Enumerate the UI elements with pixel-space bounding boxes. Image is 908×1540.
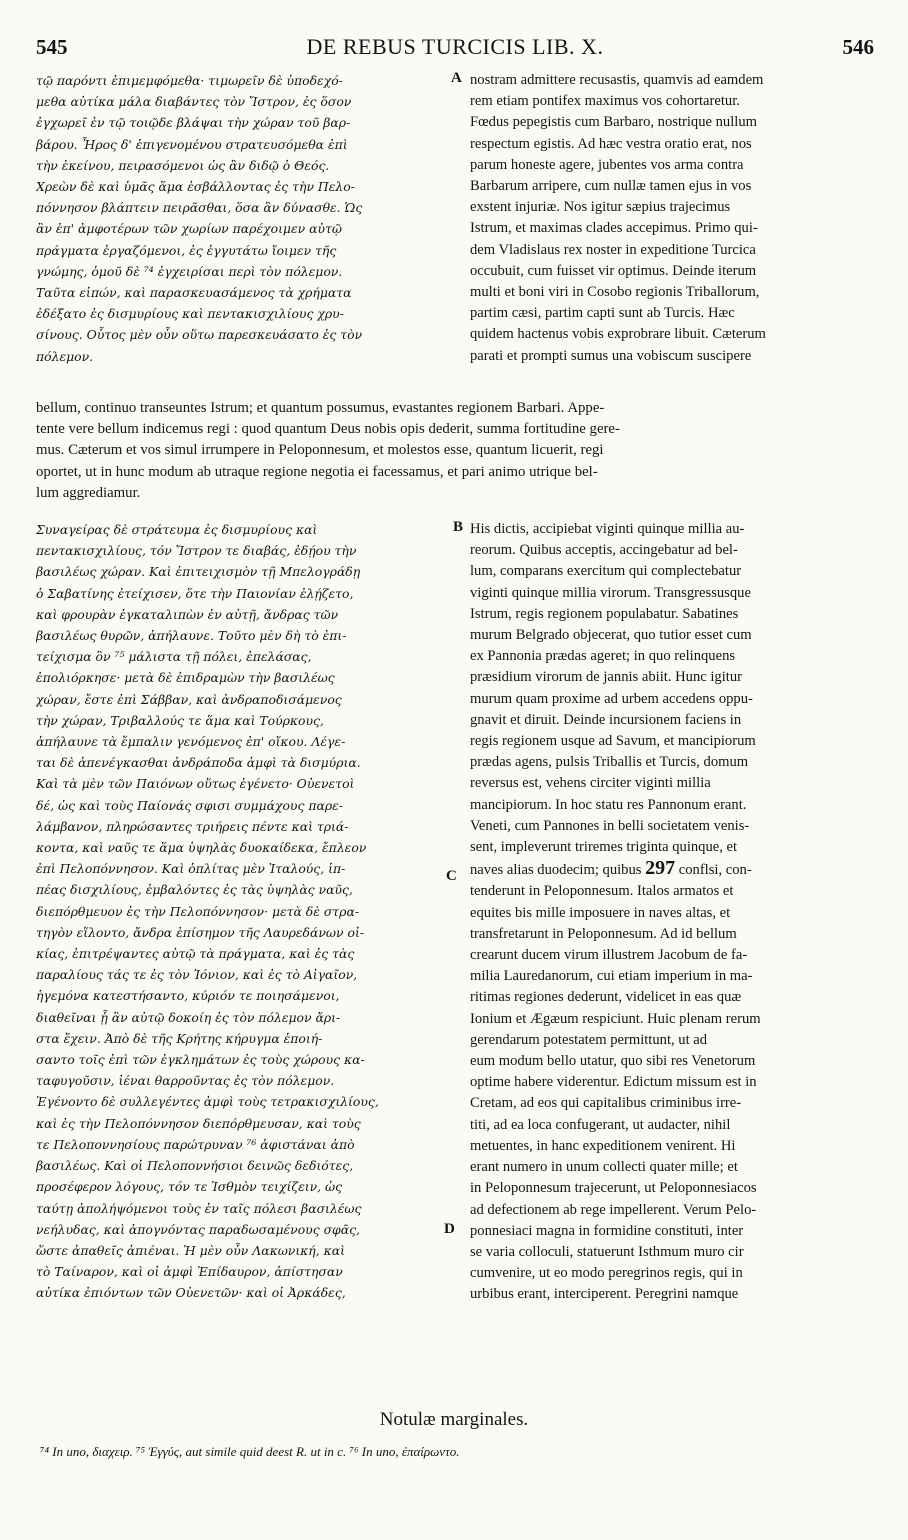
- greek-text-line: τὴν ἐκείνου, πειρασόμενοι ὡς ἂν διδῷ ὁ Θεός.: [36, 157, 330, 173]
- greek-text-line: μεθα αὐτίκα μάλα διαβάντες τὸν Ἴστρον, ἐς ὅσον: [36, 94, 352, 110]
- greek-column-2: [36, 519, 464, 1306]
- page-number-right: 546: [842, 35, 874, 59]
- greek-text-line: Καὶ τὰ μὲν τῶν Παιόνων οὕτως ἐγένετο· Οὐενετοὶ: [36, 776, 355, 792]
- greek-text-line: αὐτίκα ἐπιόντων τῶν Οὐενετῶν· καὶ οἱ Ἀρκάδες,: [36, 1285, 346, 1301]
- greek-text-line: Χρεὼν δὲ καὶ ὑμᾶς ἅμα ἐσβάλλοντας ἐς τὴν Πελο-: [36, 179, 355, 195]
- greek-text-line: ἐδέξατο ἐς δισμυρίους καὶ πεντακισχιλίους χρυ-: [36, 306, 344, 322]
- greek-text-line: πόννησον βλάπτειν πειρᾶσθαι, ὅσα ἂν δύνασθε. Ὡς: [36, 200, 363, 216]
- greek-text-line: βασιλέως θυρῶν, ἀπήλαυνε. Τοῦτο μὲν δὴ τὸ ἐπι-: [36, 628, 347, 644]
- greek-text-line: ὥστε ἀπαθεῖς ἀπιέναι. Ἡ μὲν οὖν Λακωνική, καὶ: [36, 1242, 345, 1258]
- latin-text-line: tente vere bellum indicemus regi : quod quantum Deus nobis opis dederit, summa fortitudine gere-: [36, 421, 620, 438]
- margin-marker-d: D: [444, 1221, 455, 1237]
- latin-text-line: Istrum, et maximas clades accepimus. Primo qui-: [470, 220, 758, 237]
- greek-text-line: γνώμης, ὁμοῦ δὲ ⁷⁴ ἐγχειρίσαι περὶ τὸν πόλεμον.: [36, 263, 343, 279]
- latin-text-line: ritimas regiones dederunt, videlicet in eas quæ: [470, 989, 742, 1006]
- greek-text-line: ἂν ἐπ' ἀμφοτέρων τῶν χωρίων παρέχοιμεν αὐτῷ: [36, 221, 342, 237]
- latin-text-line: nostram admittere recusastis, quamvis ad eamdem: [470, 72, 764, 88]
- latin-text-line: cumvenire, ut eo modo peregrinos regis, qui in: [470, 1265, 743, 1282]
- greek-text-line: ἐγχωρεῖ ἐν τῷ τοιῷδε βλάψαι τὴν χώραν τοῦ βαρ-: [36, 115, 351, 131]
- greek-text-line: ταφυγοῦσιν, ἰέναι θαρροῦντας ἐς τὸν πόλεμον.: [36, 1073, 335, 1089]
- latin-text-line: prædas agens, pulsis Triballis et Turcis, domum: [470, 754, 749, 771]
- latin-text-line: Cretam, ad eos qui capitalibus criminibus irre-: [470, 1095, 742, 1112]
- latin-text-line: erant numero in unum collecti quater mille; et: [470, 1159, 738, 1176]
- latin-text-line: se varia colloculi, statuerunt Isthmum muro cir: [470, 1243, 744, 1260]
- latin-text-line: milia Lauredanorum, cui etiam imperium in ma-: [470, 968, 753, 985]
- latin-text-line: mus. Cæterum et vos simul irrumpere in Peloponnesum, et molestos esse, quantum licuerit, regi: [36, 442, 604, 459]
- latin-text-line: ex Pannonia prædas ageret; in quo relinquens: [470, 648, 736, 665]
- marginal-notes: ⁷⁴ In uno, διαχειρ. ⁷⁵ Ἐγγύς, aut simile quid deest R. ut in c. ⁷⁶ In uno, ἐπαίρωντο.: [40, 1444, 460, 1459]
- margin-marker-a: A: [451, 70, 462, 86]
- greek-text-line: πέας δισχιλίους, ἐμβαλόντες ἐς τὰς ὑψηλὰς ναῦς,: [36, 882, 353, 898]
- running-title: DE REBUS TURCICIS LIB. X.: [306, 34, 604, 59]
- latin-text-line: exstent injuriæ. Nos igitur sæpius trajecimus: [470, 199, 731, 216]
- greek-text-line: διαθεῖναι ᾗ ἂν αὐτῷ δοκοίη ἐς τὸν πόλεμον ἄρι-: [36, 1009, 341, 1025]
- latin-text-line: tenderunt in Peloponnesum. Italos armatos et: [470, 883, 734, 900]
- greek-text-line: τῷ παρόντι ἐπιμεμφόμεθα· τιμωρεῖν δὲ ὑποδεχό-: [36, 73, 343, 88]
- greek-text-line: σίνους. Οὗτος μὲν οὖν οὕτω παρεσκευάσατο ἐς τὸν: [36, 327, 363, 343]
- greek-text-line: τηγὸν εἵλοντο, ἄνδρα ἐπίσημον τῆς Λαυρεδάνων οἰ-: [36, 924, 365, 940]
- latin-text-line: oportet, ut in hunc modum ab utraque regione negotia ei facessamus, et pari animo utrique bel-: [36, 463, 598, 480]
- greek-text-line: νεήλυδας, καὶ ἀπογνόντας παραδωσαμένους σφᾶς,: [36, 1221, 360, 1237]
- latin-text-line: ad defectionem ab rege impellerent. Verum Pelo-: [470, 1201, 757, 1218]
- latin-text-line: regis regionem usque ad Savum, et mancipiorum: [470, 733, 756, 750]
- latin-text-line: parum honeste agere, jubentes vos arma contra: [470, 156, 744, 173]
- greek-text-line: βασιλέως χώραν. Καὶ ἐπιτειχισμὸν τῇ Μπελογράδῃ: [36, 564, 361, 580]
- latin-text-line: quidem hactenus vobis exprobrare libuit. Cæterum: [470, 326, 766, 343]
- latin-text-line: parati et prompti sumus una vobiscum suscipere: [470, 347, 752, 364]
- latin-column-2: [470, 519, 874, 1306]
- greek-text-line: τὸ Ταίναρον, καὶ οἱ ἀμφὶ Ἐπίδαυρον, ἀπίστησαν: [36, 1264, 343, 1280]
- latin-text-line: urbibus erant, interciperent. Peregrini namque: [470, 1286, 739, 1303]
- margin-marker-c: C: [446, 868, 457, 884]
- latin-text-line: murum quam proxime ad urbem accedens oppu-: [470, 690, 753, 707]
- page-number-left: 545: [36, 35, 68, 59]
- greek-text-line: Ἐγένοντο δὲ συλλεγέντες ἀμφὶ τοὺς τετρακισχιλίους,: [36, 1094, 379, 1110]
- latin-text-line: Barbarum arripere, cum nullæ tamen ejus in vos: [470, 178, 752, 195]
- latin-text-line: reversus est, vehens circiter viginti millia: [470, 775, 711, 792]
- latin-text-line: titi, ad ea loca confugerant, ut audacter, nihil: [470, 1116, 731, 1133]
- greek-text-line: πράγματα ἐργαζόμενοι, ἐς ἐγγυτάτω ἴοιμεν τῆς: [36, 242, 337, 258]
- latin-text-line: mancipiorum. In hoc statu res Pannonum erant.: [470, 796, 747, 813]
- greek-text-line: ἀπήλαυνε τὰ ἔμπαλιν γενόμενος ἐπ' οἴκου. Λέγε-: [36, 734, 346, 750]
- latin-text-line: transfretarunt in Peloponnesum. Ad id bellum: [470, 925, 737, 942]
- greek-text-line: χώραν, ἔστε ἐπὶ Σάββαν, καὶ ἀνδραποδισάμενος: [36, 691, 342, 707]
- running-header: [36, 34, 874, 64]
- latin-text-line: viginti quinque millia virorum. Transgressusque: [470, 584, 751, 601]
- greek-text-line: κίας, ἐπιτρέψαντες αὐτῷ τὰ πράγματα, καὶ ἐς τὰς: [36, 946, 355, 962]
- latin-text-line: Veneti, cum Pannones in belli societatem venis-: [470, 817, 750, 834]
- greek-text-line: ὁ Σαβατίνης ἐτείχισεν, ὅτε τὴν Παιονίαν ἐλῄζετο,: [36, 585, 354, 601]
- edition-page-number: 297: [645, 858, 676, 880]
- latin-text-line: sent, impleverunt triremes triginta quinque, et: [470, 839, 738, 856]
- latin-text-line: præsidium virorum de jannis abiit. Hunc igitur: [470, 669, 742, 686]
- latin-text-line: partim cæsi, partim capti sunt ab Turcis. Hæc: [470, 305, 735, 322]
- greek-text-line: ἡγεμόνα κατεστήσαντο, κύριόν τε ποιησάμενοι,: [36, 988, 340, 1004]
- greek-text-line: στα ἔχειν. Ἀπὸ δὲ τῆς Κρήτης κήρυγμα ἐποιή-: [36, 1030, 323, 1046]
- latin-column-1: [470, 70, 874, 367]
- greek-text-line: καὶ φρουρὰν ἐγκαταλιπὼν ἐν αὐτῇ, ἄνδρας τῶν: [36, 606, 339, 622]
- greek-text-line: Συναγείρας δὲ στράτευμα ἐς δισμυρίους καὶ: [36, 522, 318, 537]
- greek-text-line: καὶ ἐς τὴν Πελοπόννησον διεπόρθμευσαν, καὶ τοὺς: [36, 1115, 361, 1131]
- latin-text-line: gerendarum potestatem permittunt, ut ad: [470, 1031, 708, 1048]
- greek-text-line: κοντα, καὶ ναῦς τε ἅμα ὑψηλὰς δυοκαίδεκα, ἔπλεον: [36, 840, 367, 856]
- latin-text-line: crearunt ducem virum illustrem Jacobum de fa-: [470, 947, 748, 964]
- latin-text-line: respectum egistis. Ad hæc vestra oratio erat, nos: [470, 135, 752, 152]
- latin-text-line: reorum. Quibus acceptis, accingebatur ad bel-: [470, 542, 738, 559]
- section-2-columns: [36, 519, 874, 1306]
- latin-text-line: naves alias duodecim; quibus 297 conflsi, con-: [470, 858, 752, 880]
- latin-text-line: metuentes, in hanc expeditionem venirent. Hi: [470, 1137, 736, 1154]
- latin-text-line: equites bis mille imposuere in naves altas, et: [470, 904, 731, 921]
- latin-text-line: ponnesiaci magna in formidine constituti, inter: [470, 1222, 744, 1239]
- greek-text-line: σαντο τοῖς ἐπὶ τῶν ἐγκλημάτων ἐς τοὺς χώρους κα-: [36, 1052, 365, 1068]
- latin-text-line: lum, comparans exercitum qui complectebatur: [470, 563, 742, 580]
- greek-column-1: [36, 70, 461, 367]
- latin-text-line: His dictis, accipiebat viginti quinque millia au-: [470, 521, 745, 537]
- greek-text-line: πεντακισχιλίους, τόν Ἴστρον τε διαβάς, ἐδῄου τὴν: [36, 543, 357, 559]
- latin-text-line: Fœdus pepegistis cum Barbaro, nostrique nullum: [470, 114, 757, 131]
- greek-text-line: τὴν χώραν, Τριβαλλούς τε ἅμα καὶ Τούρκους,: [36, 712, 324, 728]
- latin-text-line: murum Belgrado objecerat, quo tutior esset cum: [470, 627, 752, 644]
- latin-text-line: eum modum bello utatur, quo sibi res Venetorum: [470, 1053, 756, 1070]
- full-width-paragraph: [36, 398, 874, 504]
- latin-text-line: rem etiam pontifex maximus vos cohortaretur.: [470, 93, 740, 110]
- greek-text-line: ταύτῃ ἀπολήψόμενοι τοὺς ἐν ταῖς πόλεσι βασιλέως: [36, 1200, 362, 1216]
- latin-text-line: Ionium et Ægæum respiciunt. Huic plenam rerum: [470, 1010, 761, 1027]
- latin-text-line: optime habere viderentur. Edictum missum est in: [470, 1074, 757, 1091]
- latin-text-line: lum aggrediamur.: [36, 484, 141, 501]
- greek-text-line: τε Πελοποννησίους παρώτρυναν ⁷⁶ ἀφιστάναι ἀπὸ: [36, 1136, 355, 1152]
- greek-text-line: ται δὲ ἀπενέγκασθαι ἀνδράποδα ἀμφὶ τὰ δισμύρια.: [36, 755, 361, 771]
- greek-text-line: λάμβανον, πληρώσαντες τριήρεις πέντε καὶ τριά-: [36, 818, 349, 834]
- greek-text-line: βάρου. Ἦρος δ' ἐπιγενομένου στρατευσόμεθα ἐπὶ: [36, 136, 348, 152]
- greek-text-line: προσέφερον λόγους, τόν τε Ἰσθμὸν τειχίζειν, ὡς: [36, 1179, 343, 1195]
- notes-heading: Notulæ marginales.: [379, 1409, 529, 1430]
- latin-text-line: in Peloponnesum trajecerunt, ut Peloponnesiacos: [470, 1180, 757, 1197]
- greek-text-line: δέ, ὡς καὶ τοὺς Παίονάς σφισι συμμάχους παρε-: [36, 797, 343, 813]
- greek-text-line: πόλεμον.: [36, 348, 94, 364]
- greek-text-line: παραλίους τάς τε ἐς τὸν Ἰόνιον, καὶ ἐς τὸ Αἰγαῖον,: [36, 967, 358, 983]
- greek-text-line: ἐπὶ Πελοπόννησον. Καὶ ὁπλίτας μὲν Ἰταλούς, ἱπ-: [36, 861, 346, 877]
- greek-text-line: διεπόρθμευον ἐς τὴν Πελοπόννησον· μετὰ δὲ στρα-: [36, 903, 360, 919]
- latin-text-line: bellum, continuo transeuntes Istrum; et quantum possumus, evastantes regionem Barbari. Appe-: [36, 400, 605, 416]
- latin-text-line: multi et boni viri in Cosobo regionis Triballorum,: [470, 284, 760, 301]
- margin-marker-b: B: [453, 519, 464, 535]
- greek-text-line: βασιλέως. Καὶ οἱ Πελοποννήσιοι δεινῶς δεδιότες,: [36, 1158, 354, 1174]
- section-1-columns: [36, 70, 874, 367]
- greek-text-line: τείχισμα ὃν ⁷⁵ μάλιστα τῇ πόλει, ἐπελάσας,: [36, 649, 312, 665]
- latin-text-line: Istrum, regis regionem populabatur. Sabatines: [470, 605, 739, 622]
- latin-text-line: dem Vladislaus rex noster in expeditione Turcica: [470, 241, 756, 258]
- greek-text-line: Ταῦτα εἰπών, καὶ παρασκευασάμενος τὰ χρήματα: [36, 285, 352, 301]
- latin-text-line: occubuit, cum fuisset vir optimus. Deinde iterum: [470, 262, 757, 279]
- latin-text-line: gnavit et diruit. Deinde incursionem faciens in: [470, 711, 742, 728]
- greek-text-line: ἐπολιόρκησε· μετὰ δὲ ἐπιδραμὼν τὴν βασιλέως: [36, 670, 335, 686]
